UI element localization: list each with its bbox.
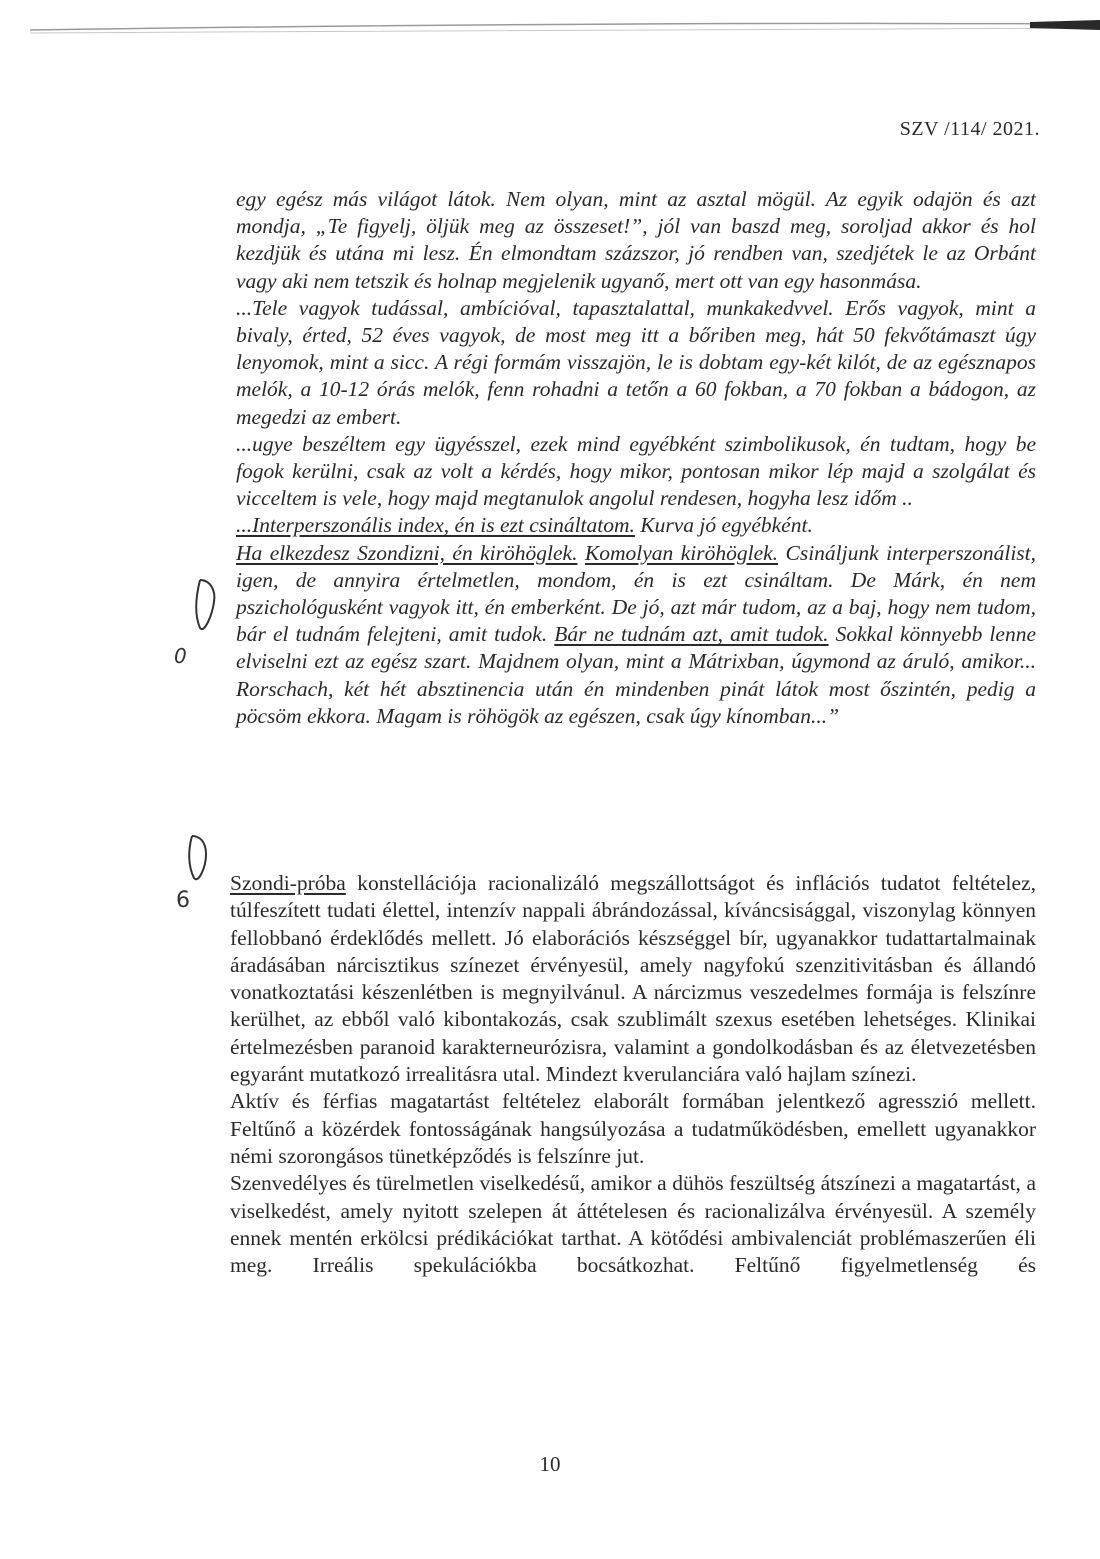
analysis-text: konstellációja racionalizáló megszállottságot és inflációs tudatot feltételez, túlfeszített tudati élettel, intenzív nappali ábrándozással, kíváncsisággal, viszonylag könnyen fellobbanó érdeklődés mellett. Jó elaborációs készséggel bír, ugyanakkor tudattartalmainak áradásában nárcisztikus színezet érvényesül, amely nagyfokú szenzitivitásban és állandó vonatkoztatási készenlétben is megnyilvánul. A nárcizmus veszedelmes formája is felszínre kerülhet, az ebből való kibontakozás, csak szublimált szexus esetében lehetséges. Klinikai értelmezésben paranoid karakterneurózisra, valamint a gondolkodásban és az életvezetésben egyaránt mutatkozó irrealitásra utal. Mindezt kverulanciára való hajlam színezi. xyxy=(230,871,1036,1087)
underlined-text: Ha elkezdesz Szondizni, én kiröhöglek. xyxy=(236,540,578,565)
test-analysis xyxy=(230,870,1036,1279)
quote-paragraph xyxy=(236,512,1036,539)
quote-text xyxy=(577,541,584,565)
interview-quote xyxy=(236,186,1036,730)
quote-paragraph: ...Tele vagyok tudással, ambícióval, tapasztalattal, munkakedvvel. Erős vagyok, mint a bivaly, érted, 52 éves vagyok, de most meg itt a bőriben meg, hát 50 fekvőtámaszt úgy lenyomok, mint a sicc. A régi formám visszajön, le is dobtam egy-két kilót, de az egésznapos melók, a 10-12 órás melók, fenn rohadni a tetőn a 60 fokban, a 70 fokban a bádogon, az megedzi az embert. xyxy=(236,295,1036,429)
analysis-paragraph xyxy=(230,870,1036,1088)
test-name: Szondi-próba xyxy=(230,871,346,895)
quote-text: Csináljunk interperszonálist, igen, de annyira értelmetlen, mondom, én is ezt csináltam. De Márk, én nem pszichológusként vagyok itt, én emberként. De jó, azt már tudom, az a baj, hogy nem tudom, bár el tudnám felejteni, amit tudok. xyxy=(236,540,1037,647)
analysis-paragraph: Aktív és férfias magatartást feltételez elaborált formában jelentkező agresszió mellett. Feltűnő a közérdek fontosságának hangsúlyozása a tudatműködésben, emellett ugyanakkor némi szorongásos tünetképződés is felszínre jut. xyxy=(230,1089,1036,1168)
quote-text: Sokkal könnyebb lenne elviselni ezt az egész szart. Majdnem olyan, mint a Mátrixban, úgymond az áruló, amikor... Rorschach, két hét absztinencia után én mindenben pinát látok most őszintén, pedig a pöcsöm ekkora. Magam is röhögök az egészen, csak úgy kínomban...” xyxy=(236,622,1036,728)
underlined-text: ...Interperszonális index, én is ezt csináltatom. xyxy=(236,513,635,538)
handwritten-digit: 6 xyxy=(176,888,190,913)
underlined-text: Komolyan kiröhöglek. xyxy=(584,540,779,565)
handwritten-digit: 0 xyxy=(174,644,187,668)
quote-paragraph xyxy=(236,540,1036,730)
handwritten-mark-2 xyxy=(180,832,220,892)
underlined-text: Bár ne tudnám azt, amit tudok. xyxy=(554,622,829,647)
quote-paragraph: egy egész más világot látok. Nem olyan, mint az asztal mögül. Az egyik odajön és azt mondja, „Te figyelj, öljük meg az összeset!”, jól van baszd meg, soroljad akkor és hol kezdjük és utána mi lesz. Én elmondtam százszor, jó rendben van, szedjétek le az Orbánt vagy aki nem tetszik és holnap megjelenik ugyanő, mert ott van egy hasonmása. xyxy=(236,187,1036,293)
scan-edge-lines xyxy=(0,0,1100,40)
quote-text: Kurva jó egyébként. xyxy=(634,513,813,538)
document-reference-number: SZV /114/ 2021. xyxy=(899,118,1040,140)
quote-paragraph: ...ugye beszéltem egy ügyésszel, ezek mind egyébként szimbolikusok, én tudtam, hogy be fogok kerülni, csak az volt a kérdés, hogy mikor, pontosan mikor lép majd a szolgálat és vicceltem is vele, hogy majd megtanulok angolul rendesen, hogyha lesz időm .. xyxy=(236,431,1036,511)
handwritten-mark-1 xyxy=(186,576,226,666)
analysis-paragraph: Szenvedélyes és türelmetlen viselkedésű, amikor a dühös feszültség átszínezi a magatartást, a viselkedést, amely nyitott szelepen át áttételesen és racionalizálva érvényesül. A személy ennek mentén erkölcsi prédikációkat tarthat. A kötődési ambivalenciát problémaszerűen éli meg. Irreális spekulációkba bocsátkozhat. Feltűnő figyelmetlenség és xyxy=(230,1171,1036,1278)
page-number: 10 xyxy=(539,1452,561,1476)
